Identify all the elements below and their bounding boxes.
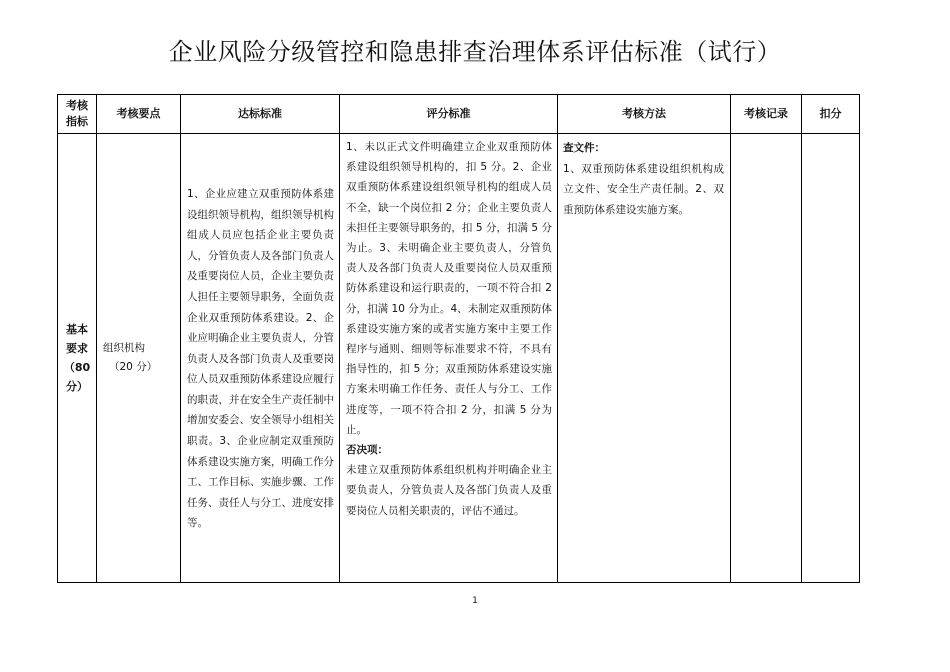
deduction-cell[interactable] [802, 134, 860, 583]
table-row [58, 134, 860, 583]
indicator-line3: （80 [63, 361, 91, 374]
assessment-point-score: （20 分） [109, 361, 158, 373]
assessment-standard-table [57, 94, 860, 583]
indicator-line2: 要求 [66, 342, 88, 355]
veto-label: 否决项： [346, 444, 388, 457]
veto-text: 未建立双重预防体系组织机构并明确企业主要负责人，分管负责人及各部门负责人及重要岗位人员相关职责的，评估不通过。 [346, 464, 552, 517]
header-assessment-point: 考核要点 [97, 95, 181, 134]
indicator-line4: 分） [66, 380, 88, 393]
header-scoring: 评分标准 [340, 95, 558, 134]
page-number: 1 [472, 596, 478, 606]
indicator-line1: 基本 [66, 323, 88, 336]
standard-text: 1、企业应建立双重预防体系建设组织领导机构，组织领导机构组成人员应包括企业主要负责人，分管负责人及各部门负责人及重要岗位人员，企业主要负责人担任主要领导职务，全面负责企业双重预防体系建设。2、企业应明确企业主要负责人，分管负责人及各部门负责人及重要岗位人员双重预防体系建设应履行的职责，并在安全生产责任制中增加安委会、安全领导小组相关职责。3、企业应制定双重预防体系建设实施方案，明确工作分工、工作目标、实施步骤、工作任务、责任人与分工、进度安排等。 [187, 187, 334, 530]
header-method: 考核方法 [558, 95, 731, 134]
header-record: 考核记录 [731, 95, 802, 134]
header-indicator-line2: 指标 [66, 115, 88, 128]
document-title: 企业风险分级管控和隐患排查治理体系评估标准（试行） [168, 38, 782, 66]
method-label: 查文件： [563, 142, 605, 154]
method-cell [558, 134, 731, 583]
standard-cell [181, 134, 340, 583]
indicator-cell [58, 134, 97, 583]
header-indicator [58, 95, 97, 134]
header-standard: 达标标准 [181, 95, 340, 134]
header-indicator-line1: 考核 [66, 99, 88, 112]
record-cell[interactable] [731, 134, 802, 583]
header-deduction: 扣分 [802, 95, 860, 134]
assessment-point-name: 组织机构 [103, 342, 145, 354]
scoring-cell [340, 134, 558, 583]
assessment-point-cell [97, 134, 181, 583]
method-text: 1、双重预防体系建设组织机构成立文件、安全生产责任制。2、双重预防体系建设实施方案。 [563, 162, 724, 216]
scoring-text: 1、未以正式文件明确建立企业双重预防体系建设组织领导机构的，扣 5 分。2、企业双重预防体系建设组织领导机构的组成人员不全，缺一个岗位扣 2 分；企业主要负责人未担任主要领导职务的，扣 5 分，扣满 5 分为止。3、未明确企业主要负责人，分管负责人及各部门负责人及重要岗位人员双重预防体系建设和运行职责的，一项不符合扣 2 分，扣满 10 分为止。4、未制定双重预防体系建设实施方案的或者实施方案中主要工作程序与通则、细则等标准要求不符，不具有指导性的，扣 5 分；双重预防体系建设实施方案未明确工作任务、责任人与分工、工作进度等，一项不符合扣 2 分，扣满 5 分为止。 [346, 141, 552, 436]
table-header-row [58, 95, 860, 134]
